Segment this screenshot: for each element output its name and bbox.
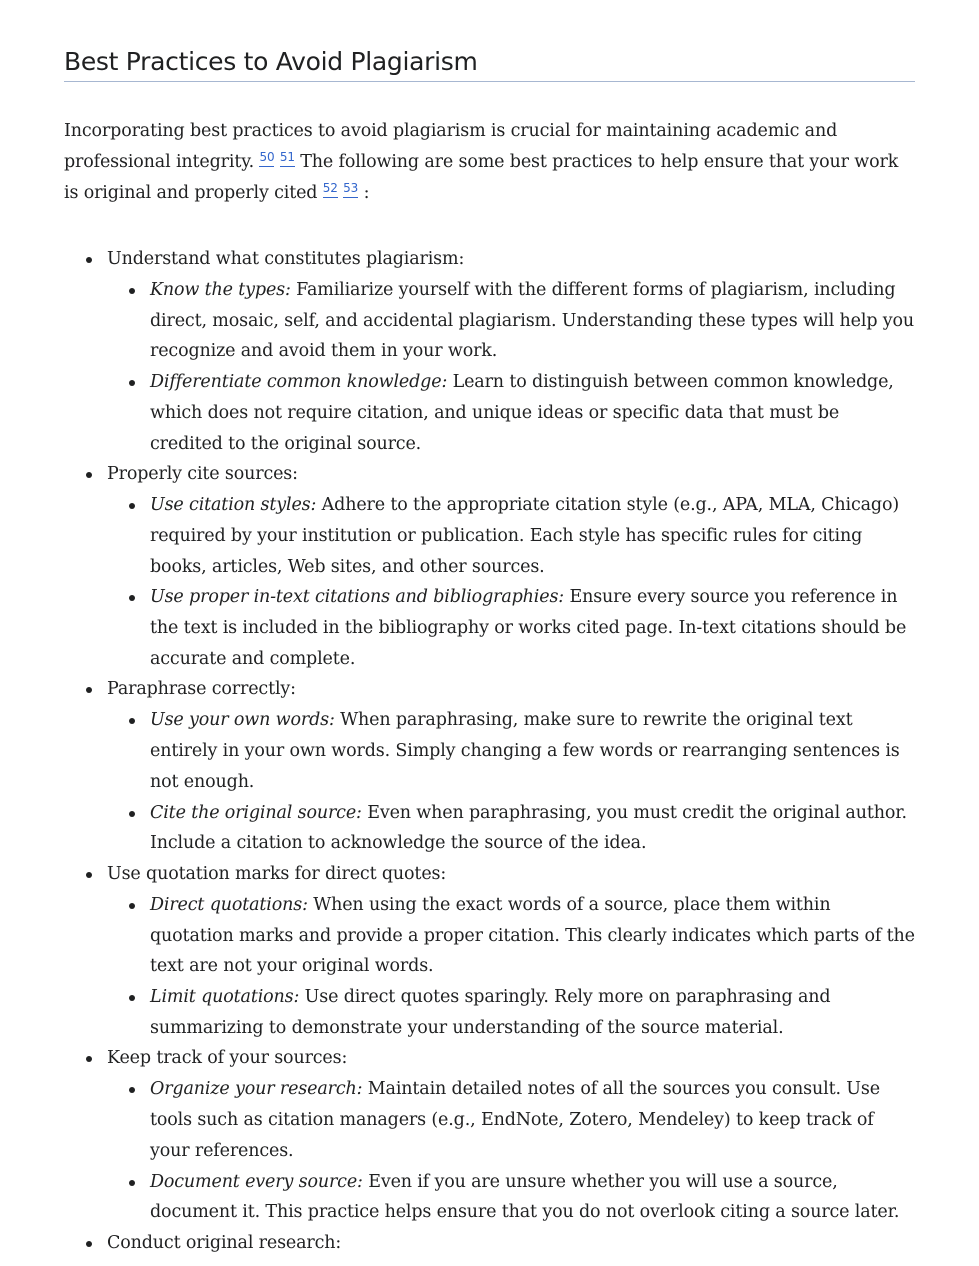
sub-item-text: Ensure every source you reference in the text is included in the bibliography or works cited page. In-text citations should be accurate and complete. xyxy=(150,587,907,669)
sub-item-text: When paraphrasing, make sure to rewrite the original text entirely in your own words. Simply changing a few words or rearranging sentences is not enough. xyxy=(150,710,900,792)
list-item-label: Conduct original research: xyxy=(107,1232,342,1253)
sub-item-term: Cite the original source: xyxy=(150,802,362,823)
sub-list-item xyxy=(107,490,915,582)
sub-item-term: Direct quotations: xyxy=(150,894,308,915)
citation-link-52[interactable]: 52 xyxy=(323,181,338,198)
sub-list-item xyxy=(107,705,915,797)
list-item-label: Paraphrase correctly: xyxy=(107,679,296,700)
sub-item-text: Maintain detailed notes of all the sources you consult. Use tools such as citation managers (e.g., EndNote, Zotero, Mendeley) to keep track of your references. xyxy=(150,1079,880,1161)
sub-list-item xyxy=(107,798,915,859)
list-item-label: Keep track of your sources: xyxy=(107,1048,348,1069)
best-practices-list xyxy=(64,244,915,1259)
list-item-label: Understand what constitutes plagiarism: xyxy=(107,249,465,269)
sub-item-text: Even when paraphrasing, you must credit the original author. Include a citation to acknowledge the source of the idea. xyxy=(150,802,907,854)
sub-list-item xyxy=(107,582,915,674)
sub-item-term: Use proper in-text citations and bibliographies: xyxy=(150,587,565,608)
sub-item-text: When using the exact words of a source, place them within quotation marks and provide a proper citation. This clearly indicates which parts of the text are not your original words. xyxy=(150,894,915,977)
sub-item-term: Know the types: xyxy=(150,280,291,300)
intro-text-2: The following are some best practices to help ensure that your work is original and properly cited xyxy=(64,152,899,203)
sub-list-item xyxy=(107,275,915,367)
list-item-paraphrase xyxy=(64,674,915,859)
sub-item-text: Learn to distinguish between common knowledge, which does not require citation, and unique ideas or specific data that must be credited to the original source. xyxy=(150,372,894,454)
sub-item-term: Document every source: xyxy=(150,1171,363,1192)
sub-item-term: Differentiate common knowledge: xyxy=(150,372,448,393)
section-heading: Best Practices to Avoid Plagiarism xyxy=(64,44,915,82)
sub-item-text: Adhere to the appropriate citation style (e.g., APA, MLA, Chicago) required by your institution or publication. Each style has specific rules for citing books, articles, Web sites, and other sources. xyxy=(150,495,900,577)
citation-link-53[interactable]: 53 xyxy=(343,181,358,198)
list-item-track-sources xyxy=(64,1043,915,1228)
sub-list xyxy=(107,490,915,674)
sub-item-term: Use citation styles: xyxy=(150,495,317,516)
sub-list xyxy=(107,890,915,1044)
list-item-quotation-marks xyxy=(64,859,915,1044)
sub-list xyxy=(107,705,915,859)
sub-list-item xyxy=(107,1074,915,1166)
sub-item-term: Use your own words: xyxy=(150,710,335,731)
sub-item-text: Use direct quotes sparingly. Rely more on paraphrasing and summarizing to demonstrate your understanding of the source material. xyxy=(150,987,831,1038)
sub-item-term: Limit quotations: xyxy=(150,987,300,1008)
citation-link-51[interactable]: 51 xyxy=(280,150,295,167)
sub-list-item xyxy=(107,1167,915,1228)
citation-link-50[interactable]: 50 xyxy=(259,150,274,167)
sub-list-item xyxy=(107,890,915,982)
sub-list xyxy=(107,1074,915,1228)
intro-paragraph xyxy=(64,116,915,209)
list-item-label: Use quotation marks for direct quotes: xyxy=(107,863,447,884)
list-item-label: Properly cite sources: xyxy=(107,464,298,485)
sub-item-text: Even if you are unsure whether you will use a source, document it. This practice helps ensure that you do not overlook citing a source later. xyxy=(150,1171,900,1223)
sub-list-item xyxy=(107,982,915,1043)
intro-text-3: : xyxy=(363,183,370,203)
sub-list-item xyxy=(107,367,915,459)
sub-item-term: Organize your research: xyxy=(150,1079,363,1100)
list-item-cite-sources xyxy=(64,459,915,674)
intro-text-1: Incorporating best practices to avoid plagiarism is crucial for maintaining academic and professional integrity. xyxy=(64,121,838,172)
sub-item-text: Familiarize yourself with the different forms of plagiarism, including direct, mosaic, self, and accidental plagiarism. Understanding these types will help you recognize and avoid them in your work. xyxy=(150,280,915,362)
list-item-understand xyxy=(64,244,915,459)
list-item-original-research xyxy=(64,1228,915,1259)
sub-list xyxy=(107,275,915,459)
